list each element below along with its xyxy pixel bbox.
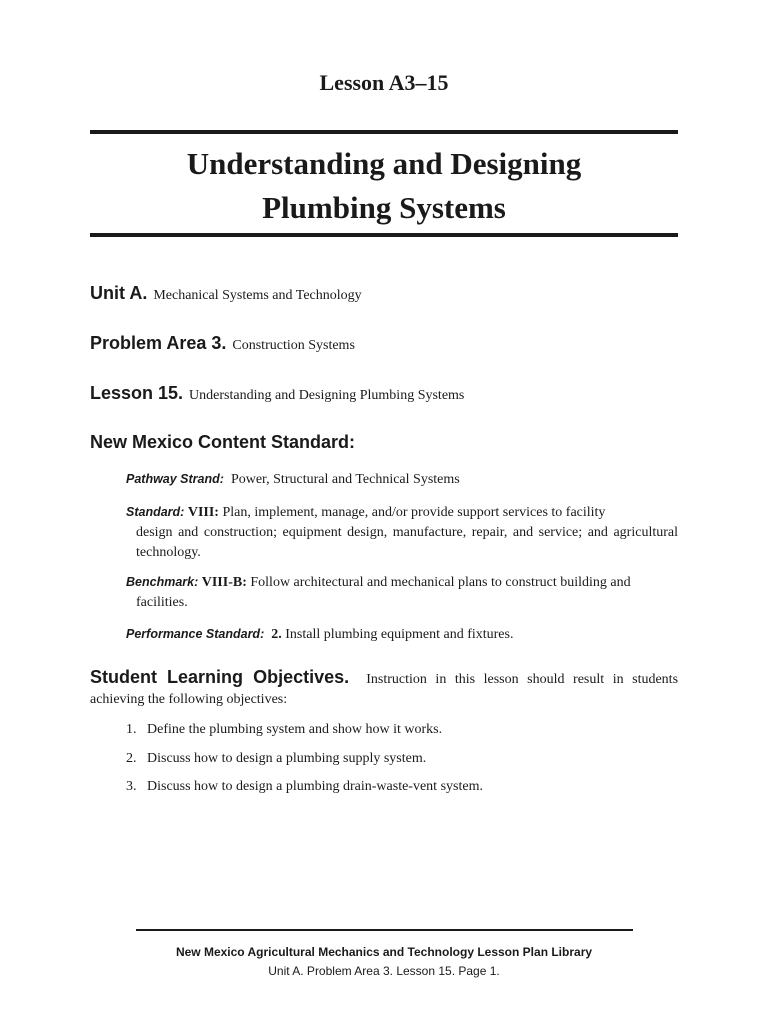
learning-objectives-label: Student Learning Objectives. <box>90 667 350 687</box>
list-item-text: Discuss how to design a plumbing drain-waste-vent system. <box>147 779 483 794</box>
title-line-2: Plumbing Systems <box>262 190 506 225</box>
problem-area-value: Construction Systems <box>232 338 355 353</box>
list-item <box>126 720 678 740</box>
performance-standard-label: Performance Standard: <box>126 627 265 641</box>
content-standard-heading: New Mexico Content Standard: <box>90 432 356 452</box>
learning-objectives-intro-text: Instruction in this lesson should result in students achieving the following objectives: <box>90 672 679 707</box>
learning-objectives-intro <box>90 667 678 710</box>
unit-field <box>90 283 680 304</box>
benchmark-label: Benchmark: <box>126 575 199 589</box>
list-item <box>126 749 678 769</box>
lesson-value: Understanding and Designing Plumbing Systems <box>189 388 465 403</box>
unit-label: Unit A. <box>90 283 148 303</box>
title-rule-top <box>90 130 678 134</box>
benchmark-code: VIII-B: <box>201 575 247 590</box>
list-item-text: Define the plumbing system and show how it works. <box>147 722 443 737</box>
pathway-strand-value: Power, Structural and Technical Systems <box>230 472 460 487</box>
standard-code: VIII: <box>187 505 219 520</box>
lesson-number: Lesson A3–15 <box>319 70 449 95</box>
page-title <box>90 142 678 230</box>
list-item-text: Discuss how to design a plumbing supply system. <box>147 750 427 766</box>
unit-value: Mechanical Systems and Technology <box>153 288 362 303</box>
lesson-field <box>90 383 680 404</box>
list-item-number: 2. <box>126 750 137 766</box>
standard-item <box>126 502 678 563</box>
performance-standard-code: 2. <box>271 627 282 642</box>
problem-area-field <box>90 333 680 354</box>
list-item-number: 3. <box>126 779 137 794</box>
list-item <box>126 777 678 797</box>
problem-area-label: Problem Area 3. <box>90 333 227 353</box>
footer-library: New Mexico Agricultural Mechanics and Technology Lesson Plan Library <box>175 945 593 959</box>
standard-text-line1: Plan, implement, manage, and/or provide support services to facility <box>222 505 606 520</box>
title-line-1: Understanding and Designing <box>186 146 582 181</box>
performance-standard-text: Install plumbing equipment and fixtures. <box>285 627 514 642</box>
title-rule-bottom <box>90 233 678 237</box>
lesson-label: Lesson 15. <box>90 383 184 403</box>
footer-page-ref: Unit A. Problem Area 3. Lesson 15. Page 1. <box>268 964 500 978</box>
benchmark-item <box>126 572 678 613</box>
pathway-strand-label: Pathway Strand: <box>126 472 224 486</box>
performance-standard <box>126 624 678 645</box>
objectives-list <box>126 720 678 806</box>
footer-rule <box>136 929 633 931</box>
standard-label: Standard: <box>126 505 185 519</box>
benchmark-text-line1: Follow architectural and mechanical plans to construct building and <box>250 575 631 590</box>
benchmark-text-rest: facilities. <box>136 595 188 610</box>
pathway-strand <box>126 469 678 490</box>
list-item-number: 1. <box>126 722 137 737</box>
standard-text-rest: design and construction; equipment design, manufacture, repair, and service; and agricultural technology. <box>136 525 678 560</box>
